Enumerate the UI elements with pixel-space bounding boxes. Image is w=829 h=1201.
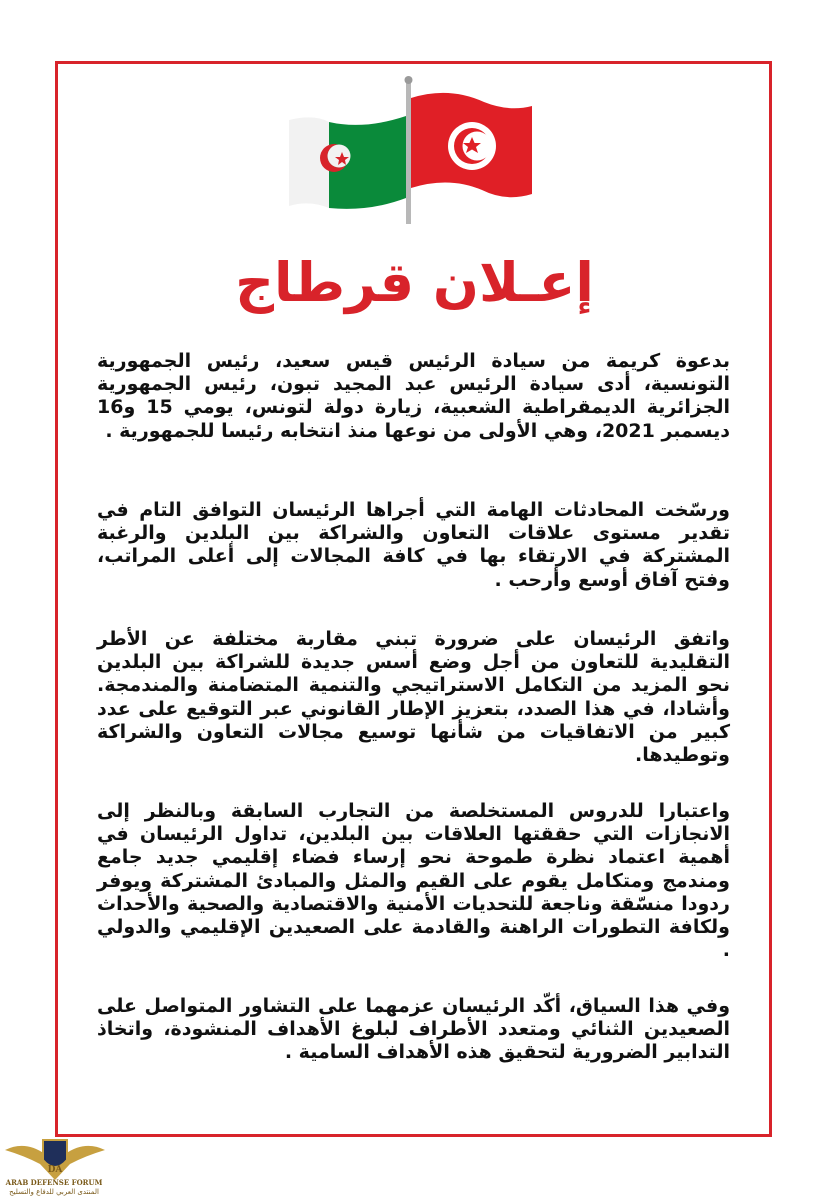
watermark-arabic: المنتدى العربي للدفاع والتسليح: [9, 1188, 99, 1196]
flag-pole-top: [405, 76, 413, 84]
paragraph-5: وفي هذا السياق، أكّد الرئيسان عزمهما على التشاور المتواصل على الصعيدين الثنائي ومتعدد الأطراف لبلوغ الأهداف المنشودة، واتخاذ التدابير الضرورية لتحقيق هذه الأهداف السامية .: [97, 995, 730, 1064]
page-title: إعـلان قرطاج: [235, 251, 594, 314]
logo-shield: [43, 1140, 67, 1167]
tunisia-algeria-flags: [284, 76, 534, 226]
paragraph-3: واتفق الرئيسان على ضرورة تبني مقاربة مختلفة عن الأطر التقليدية للتعاون من أجل وضع أسس جديدة للشراكة بين البلدين نحو المزيد من التكامل الاستراتيجي والتنمية المتضامنة والمندمجة. وأشادا، في هذا الصدد، بتعزيز الإطار القانوني عبر التوقيع على عدد كبير من الاتفاقيات من شأنها توسيع مجالات التعاون والشراكة وتوطيدها.: [97, 628, 730, 767]
watermark-english: ARAB DEFENSE FORUM: [5, 1178, 103, 1187]
flag-pole: [406, 78, 411, 224]
svg-text:DA: DA: [47, 1165, 63, 1175]
paragraph-2: ورسّخت المحادثات الهامة التي أجراها الرئيسان التوافق التام في تقدير مستوى علاقات التعاون والشراكة بين البلدين والرغبة المشتركة في الارتقاء بها في كافة المجالات إلى أعلى المراتب، وفتح آفاق أوسع وأرحب .: [97, 499, 730, 591]
paragraph-4: واعتبارا للدروس المستخلصة من التجارب السابقة وبالنظر إلى الانجازات التي حققتها العلاقات بين البلدين، تداول الرئيسان في أهمية اعتماد نظرة طموحة نحو إرساء فضاء إقليمي جديد جامع ومندمج ومتكامل يقوم على القيم والمثل والمبادئ المشتركة ويوفر ردودا منسّقة وناجعة للتحديات الأمنية والاقتصادية والصحية والأحداث ولكافة التطورات الراهنة والقادمة على الصعيدين الإقليمي والدولي .: [97, 800, 730, 962]
paragraph-1: بدعوة كريمة من سيادة الرئيس قيس سعيد، رئيس الجمهورية التونسية، أدى سيادة الرئيس عبد المجيد تبون، رئيس الجمهورية الجزائرية الديمقراطية الشعبية، زيارة دولة لتونس، يومي 15 و16 ديسمبر 2021، وهي الأولى من نوعها منذ انتخابه رئيسا للجمهورية .: [97, 350, 730, 442]
